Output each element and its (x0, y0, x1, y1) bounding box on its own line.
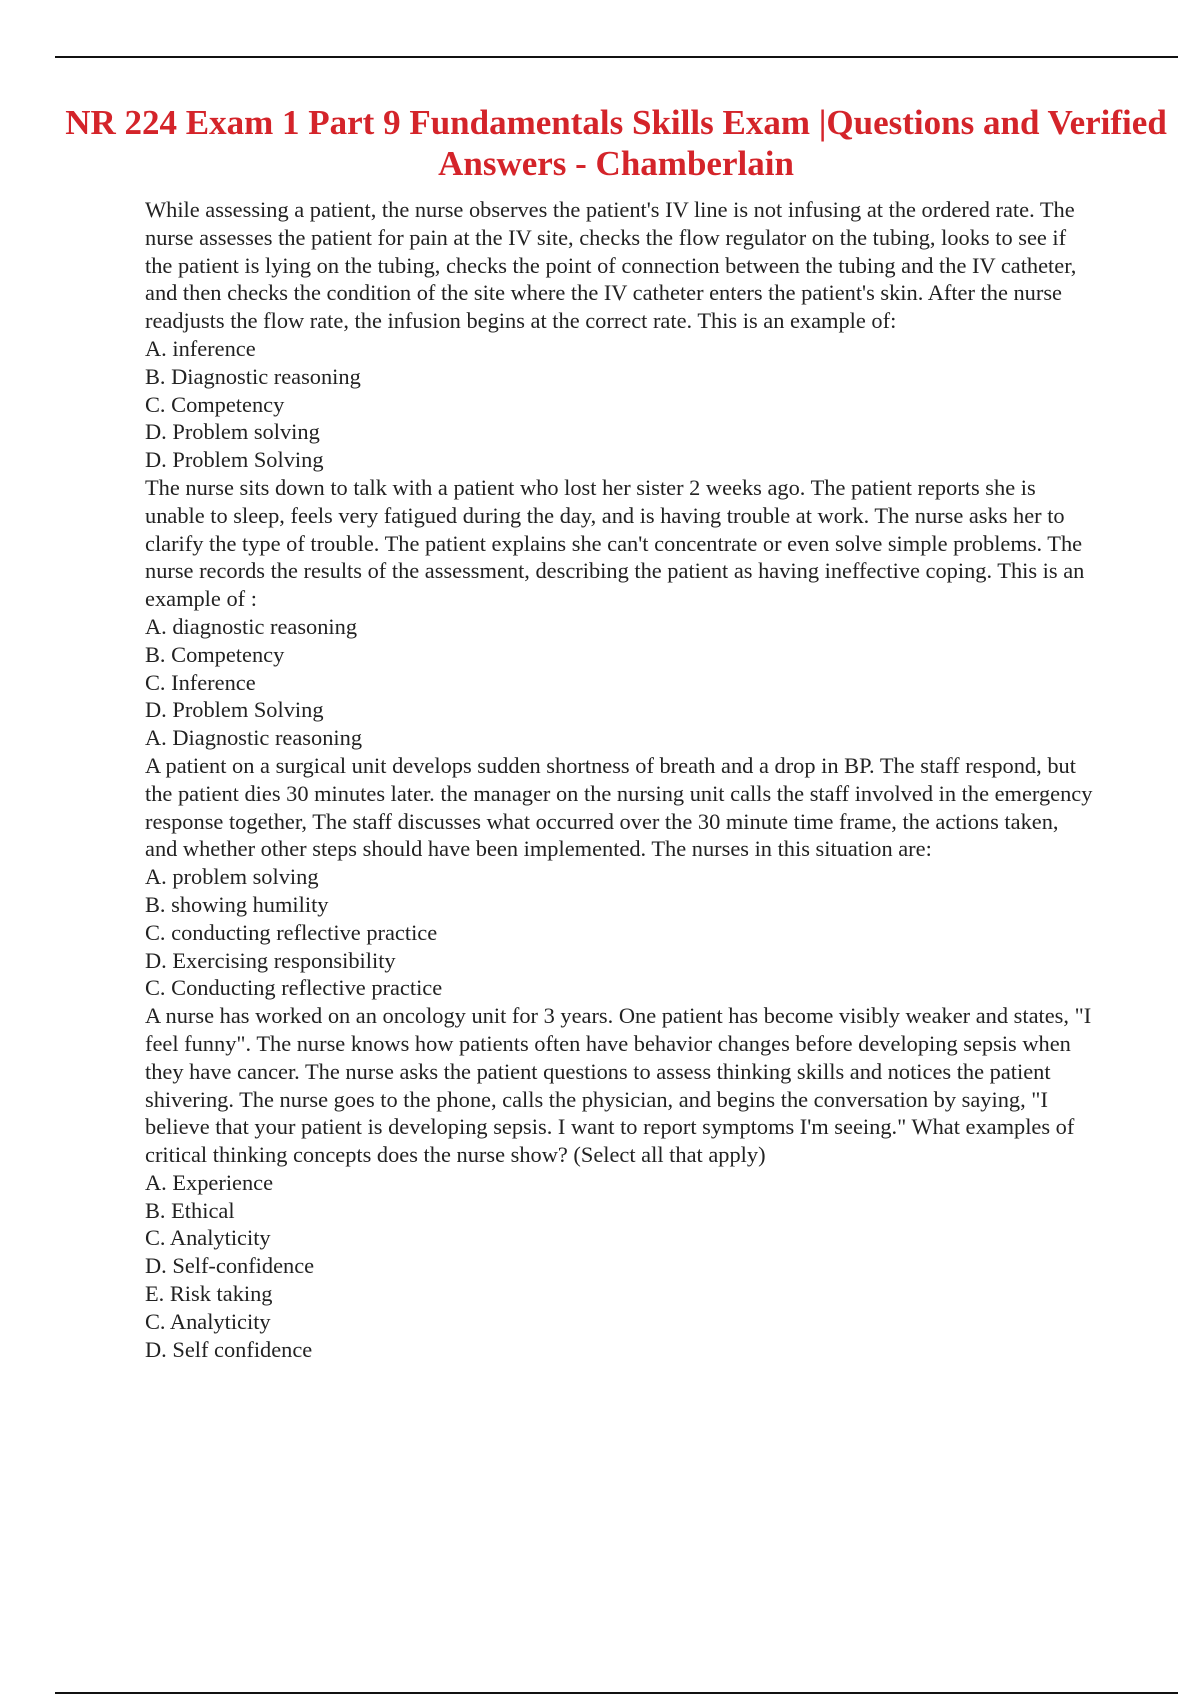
correct-answer: D. Self confidence (145, 1336, 313, 1362)
document-title: NR 224 Exam 1 Part 9 Fundamentals Skills Exam |Questions and Verified Answers - Chamberlain (65, 103, 1167, 183)
correct-answer: D. Problem Solving (145, 447, 324, 473)
answer-option: B. Competency (145, 641, 285, 667)
correct-answer: A. Diagnostic reasoning (145, 725, 363, 751)
answer-option: B. Ethical (145, 1197, 235, 1223)
answer-option: C. Analyticity (145, 1225, 271, 1251)
answer-option: B. Diagnostic reasoning (145, 363, 361, 389)
document-body (145, 196, 1093, 1363)
answer-option: B. showing humility (145, 891, 329, 917)
answer-option: A. Experience (145, 1169, 274, 1195)
question-text: While assessing a patient, the nurse observes the patient's IV line is not infusing at the ordered rate. The nurse assesses the patient for pain at the IV site, checks the flow regulator on the tubing, looks to see if the patient is lying on the tubing, checks the point of connection between the tubing and the IV catheter, and then checks the condition of the site where the IV catheter enters the patient's skin. After the nurse readjusts the flow rate, the infusion begins at the correct rate. This is an example of: (145, 197, 1077, 334)
question-text: A nurse has worked on an oncology unit for 3 years. One patient has become visibly weaker and states, "I feel funny". The nurse knows how patients often have behavior changes before developing sepsis when they have cancer. The nurse asks the patient questions to assess thinking skills and notices the patient shivering. The nurse goes to the phone, calls the physician, and begins the conversation by saying, "I believe that your patient is developing sepsis. I want to report symptoms I'm seeing." What examples of critical thinking concepts does the nurse show? (Select all that apply) (145, 1003, 1092, 1168)
answer-option: D. Problem Solving (145, 697, 324, 723)
question-block (145, 196, 1093, 474)
answer-option: A. problem solving (145, 864, 319, 890)
answer-option: D. Exercising responsibility (145, 947, 396, 973)
question-block (145, 474, 1093, 752)
answer-option: E. Risk taking (145, 1281, 273, 1307)
top-rule (55, 56, 1178, 58)
correct-answer: C. Analyticity (145, 1308, 271, 1334)
bottom-rule (55, 1692, 1178, 1694)
question-block (145, 752, 1093, 1002)
answer-option: C. Competency (145, 391, 285, 417)
answer-option: D. Problem solving (145, 419, 320, 445)
correct-answer: C. Conducting reflective practice (145, 975, 443, 1001)
question-text: The nurse sits down to talk with a patient who lost her sister 2 weeks ago. The patient reports she is unable to sleep, feels very fatigued during the day, and is having trouble at work. The nurse asks her to clarify the type of trouble. The patient explains she can't concentrate or even solve simple problems. The nurse records the results of the assessment, describing the patient as having ineffective coping. This is an example of : (145, 474, 1085, 612)
answer-option: A. inference (145, 335, 256, 361)
answer-option: D. Self-confidence (145, 1253, 315, 1279)
question-text: A patient on a surgical unit develops sudden shortness of breath and a drop in BP. The staff respond, but the patient dies 30 minutes later. the manager on the nursing unit calls the staff involved in the emergency response together, The staff discusses what occurred over the 30 minute time frame, the actions taken, and whether other steps should have been implemented. The nurses in this situation are: (145, 752, 1093, 862)
question-block (145, 1002, 1093, 1363)
answer-option: A. diagnostic reasoning (145, 613, 358, 639)
answer-option: C. conducting reflective practice (145, 919, 438, 945)
answer-option: C. Inference (145, 669, 256, 695)
